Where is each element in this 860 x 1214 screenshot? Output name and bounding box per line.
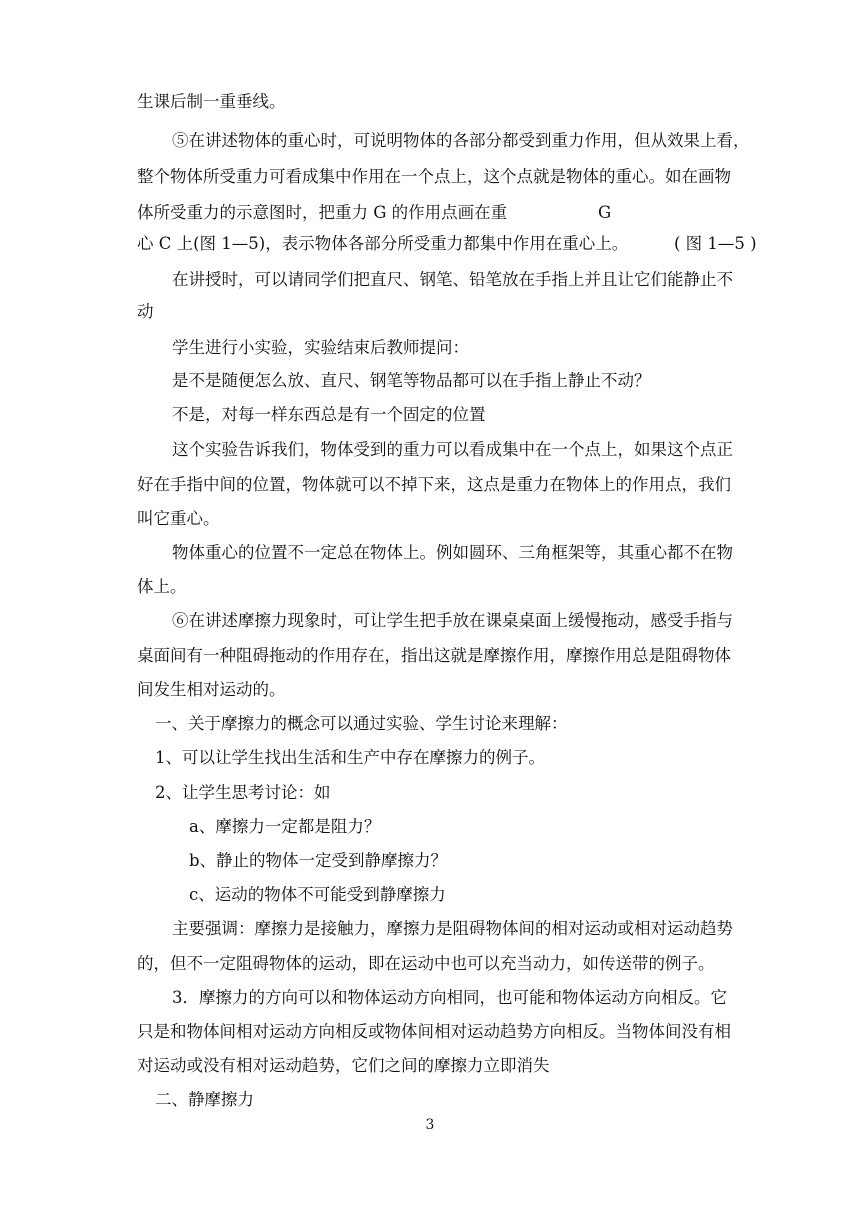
text-line: 一、关于摩擦力的概念可以通过实验、学生讨论来理解：	[155, 714, 568, 733]
text-line: 是不是随便怎么放、直尺、钢笔等物品都可以在手指上静止不动？	[172, 371, 651, 390]
text-line: ⑥在讲述摩擦力现象时，可让学生把手放在课桌桌面上缓慢拖动，感受手指与	[172, 611, 733, 630]
text-line: 2、让学生思考讨论：如	[155, 783, 331, 802]
text-line: 体上。	[137, 577, 187, 596]
text-line: 好在手指中间的位置，物体就可以不掉下来，这点是重力在物体上的作用点，我们	[137, 475, 731, 494]
text-line: 动	[137, 302, 154, 321]
text-line: 不是，对每一样东西总是有一个固定的位置	[172, 405, 486, 424]
text-line: a、摩擦力一定都是阻力？	[189, 817, 381, 836]
text-line: 心 C 上(图 1—5)，表示物体各部分所受重力都集中作用在重心上。	[137, 234, 629, 253]
text-line: ⑤在讲述物体的重心时，可说明物体的各部分都受到重力作用，但从效果上看，	[172, 131, 750, 150]
text-line: 生课后制一重垂线。	[137, 92, 286, 111]
page-number: 3	[425, 1117, 435, 1133]
text-line: 只是和物体间相对运动方向相反或物体间相对运动趋势方向相反。当物体间没有相	[137, 1022, 731, 1041]
text-line: 二、静摩擦力	[155, 1090, 254, 1109]
text-line: 1、可以让学生找出生活和生产中存在摩擦力的例子。	[155, 748, 545, 767]
figure-caption: ( 图 1—5 )	[674, 234, 757, 253]
text-line: 这个实验告诉我们，物体受到的重力可以看成集中在一个点上，如果这个点正	[172, 440, 733, 459]
text-line: 物体重心的位置不一定总在物体上。例如圆环、三角框架等，其重心都不在物	[172, 543, 733, 562]
text-line: 3．摩擦力的方向可以和物体运动方向相同，也可能和物体运动方向相反。它	[172, 988, 727, 1007]
text-line: c、运动的物体不可能受到静摩擦力	[189, 885, 446, 904]
text-line: 叫它重心。	[137, 509, 220, 528]
text-line: b、静止的物体一定受到静摩擦力？	[189, 851, 448, 870]
figure-gravity-label: G	[598, 203, 612, 222]
text-line: 整个物体所受重力可看成集中作用在一个点上，这个点就是物体的重心。如在画物	[137, 167, 731, 186]
text-line: 体所受重力的示意图时，把重力 G 的作用点画在重	[137, 203, 508, 222]
text-line: 在讲授时，可以请同学们把直尺、钢笔、铅笔放在手指上并且让它们能静止不	[172, 270, 733, 289]
text-line: 的，但不一定阻碍物体的运动，即在运动中也可以充当动力，如传送带的例子。	[137, 954, 715, 973]
text-line: 间发生相对运动的。	[137, 680, 286, 699]
text-line: 桌面间有一种阻碍拖动的作用存在，指出这就是摩擦作用，摩擦作用总是阻碍物体	[137, 646, 731, 665]
text-line: 学生进行小实验，实验结束后教师提问：	[172, 338, 469, 357]
text-line: 主要强调：摩擦力是接触力，摩擦力是阻碍物体间的相对运动或相对运动趋势	[172, 919, 733, 938]
text-line: 对运动或没有相对运动趋势，它们之间的摩擦力立即消失	[137, 1056, 550, 1075]
